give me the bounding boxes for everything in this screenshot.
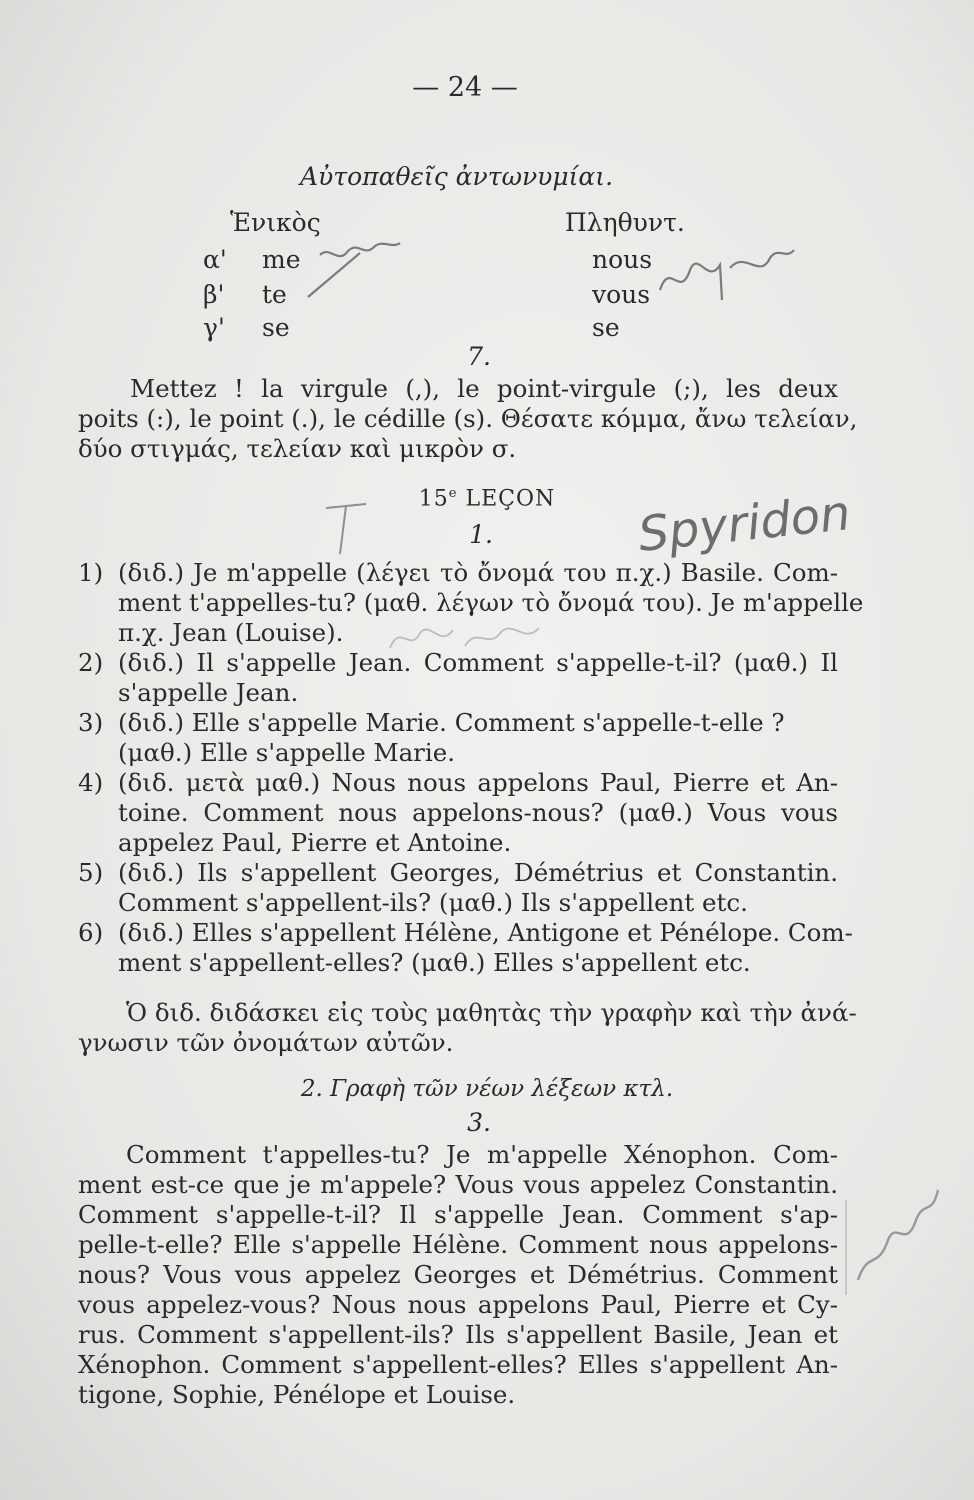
column-heading-plural: Πληθυντ. <box>565 208 685 237</box>
text-line: nous? Vous vous appelez Georges et Démétrius. Comment <box>78 1260 838 1289</box>
exercise-line: (διδ.) Ils s'appellent Georges, Démétrius et Constantin. <box>118 858 838 887</box>
exercise-line: Comment s'appellent-ils? (μαθ.) Ils s'appellent etc. <box>118 888 748 917</box>
handwritten-name: Spyridon <box>635 485 854 563</box>
conversation-paragraph <box>78 1140 838 1410</box>
exercise-line: appelez Paul, Pierre et Antoine. <box>118 828 512 857</box>
exercise-item <box>78 858 838 918</box>
column-heading-singular: Ἑνικὸς <box>230 208 321 237</box>
exercise-line: ment s'appellent-elles? (μαθ.) Elles s'appellent etc. <box>118 948 751 977</box>
text-line: poits (:), le point (.), le cédille (s). Θέσατε κόμμα, ἄνω τελείαν, <box>78 404 858 433</box>
exercise-item <box>78 768 838 858</box>
exercise-line: π.χ. Jean (Louise). <box>118 618 344 647</box>
text-line: δύο στιγμάς, τελείαν καὶ μικρὸν σ. <box>78 434 517 463</box>
exercise-line: s'appelle Jean. <box>118 678 299 707</box>
exercise-number: 1) <box>78 558 104 587</box>
part-number-1: 1. <box>469 520 493 549</box>
pronoun-person: γ' <box>203 313 225 342</box>
exercise-line: (διδ.) Elle s'appelle Marie. Comment s'appelle-t-elle ? <box>118 708 785 737</box>
text-line: Comment s'appelle-t-il? Il s'appelle Jean. Comment s'ap- <box>78 1200 838 1229</box>
exercise-number: 4) <box>78 768 104 797</box>
pronoun-plural: vous <box>592 280 651 309</box>
pencil-mark-t <box>318 500 378 560</box>
exercise-line: (μαθ.) Elle s'appelle Marie. <box>118 738 456 767</box>
exercise-number: 2) <box>78 648 104 677</box>
pronoun-person: β' <box>203 280 225 309</box>
text-line: ment est-ce que je m'appele? Vous vous appelez Constantin. <box>78 1170 838 1199</box>
punctuation-paragraph <box>78 374 858 464</box>
text-line: tigone, Sophie, Pénélope et Louise. <box>78 1380 516 1409</box>
exercise-line: (διδ.) Elles s'appellent Hélène, Antigone et Pénélope. Com- <box>118 918 853 947</box>
teacher-note <box>78 998 857 1058</box>
text-line: Xénophon. Comment s'appellent-elles? Elles s'appellent An- <box>78 1350 838 1379</box>
faint-pencil-writing <box>385 618 545 658</box>
text-line: rus. Comment s'appellent-ils? Ils s'appellent Basile, Jean et <box>78 1320 838 1349</box>
pronoun-plural: se <box>592 313 620 342</box>
text-line: vous appelez-vous? Nous nous appelons Paul, Pierre et Cy- <box>78 1290 838 1319</box>
text-line: pelle-t-elle? Elle s'appelle Hélène. Comment nous appelons- <box>78 1230 838 1259</box>
exercise-line: (διδ.) Il s'appelle Jean. Comment s'appelle-t-il? (μαθ.) Il <box>118 648 838 677</box>
exercise-line: ment t'appelles-tu? (μαθ. λέγων τὸ ὄνομά του). Je m'appelle <box>118 588 864 617</box>
exercise-number: 5) <box>78 858 104 887</box>
lesson-title: LEÇON <box>465 486 556 512</box>
pronoun-plural: nous <box>592 245 653 274</box>
lesson-number-suffix: e <box>448 486 458 501</box>
exercise-number: 3) <box>78 708 104 737</box>
lesson-number: 15 <box>418 486 449 512</box>
pencil-scribble-right <box>650 240 800 310</box>
text-line: γνωσιν τῶν ὀνομάτων αὐτῶν. <box>78 1028 454 1057</box>
exercise-line: (διδ. μετὰ μαθ.) Nous nous appelons Paul, Pierre et An- <box>118 768 838 797</box>
exercise-line: toine. Comment nous appelons-nous? (μαθ.) Vous vous <box>118 798 838 827</box>
part-heading-2: 2. Γραφὴ τῶν νέων λέξεων κτλ. <box>300 1076 674 1102</box>
text-line: Ὁ διδ. διδάσκει εἰς τοὺς μαθητὰς τὴν γραφὴν καὶ τὴν ἀνά- <box>126 998 857 1027</box>
exercise-line: (διδ.) Je m'appelle (λέγει τὸ ὄνομά του π.χ.) Basile. Com- <box>118 558 838 587</box>
margin-pencil-writing <box>838 1180 948 1300</box>
exercise-item <box>78 708 838 768</box>
exercise-number: 6) <box>78 918 104 947</box>
pronoun-singular: me <box>262 245 301 274</box>
section-number-7: 7. <box>467 342 491 371</box>
section-title: Αὐτοπαθεῖς ἀντωνυμίαι. <box>300 162 614 191</box>
text-line: Comment t'appelles-tu? Je m'appelle Xénophon. Com- <box>126 1140 838 1169</box>
pronoun-singular: se <box>262 313 290 342</box>
part-number-3: 3. <box>467 1108 491 1137</box>
pencil-scribble-left <box>300 235 410 305</box>
page-number: — 24 — <box>412 72 518 103</box>
pronoun-person: α' <box>203 245 227 274</box>
exercise-item <box>78 918 853 978</box>
text-line: Mettez ! la virgule (,), le point-virgule (;), les deux <box>130 374 838 403</box>
pronoun-singular: te <box>262 280 287 309</box>
